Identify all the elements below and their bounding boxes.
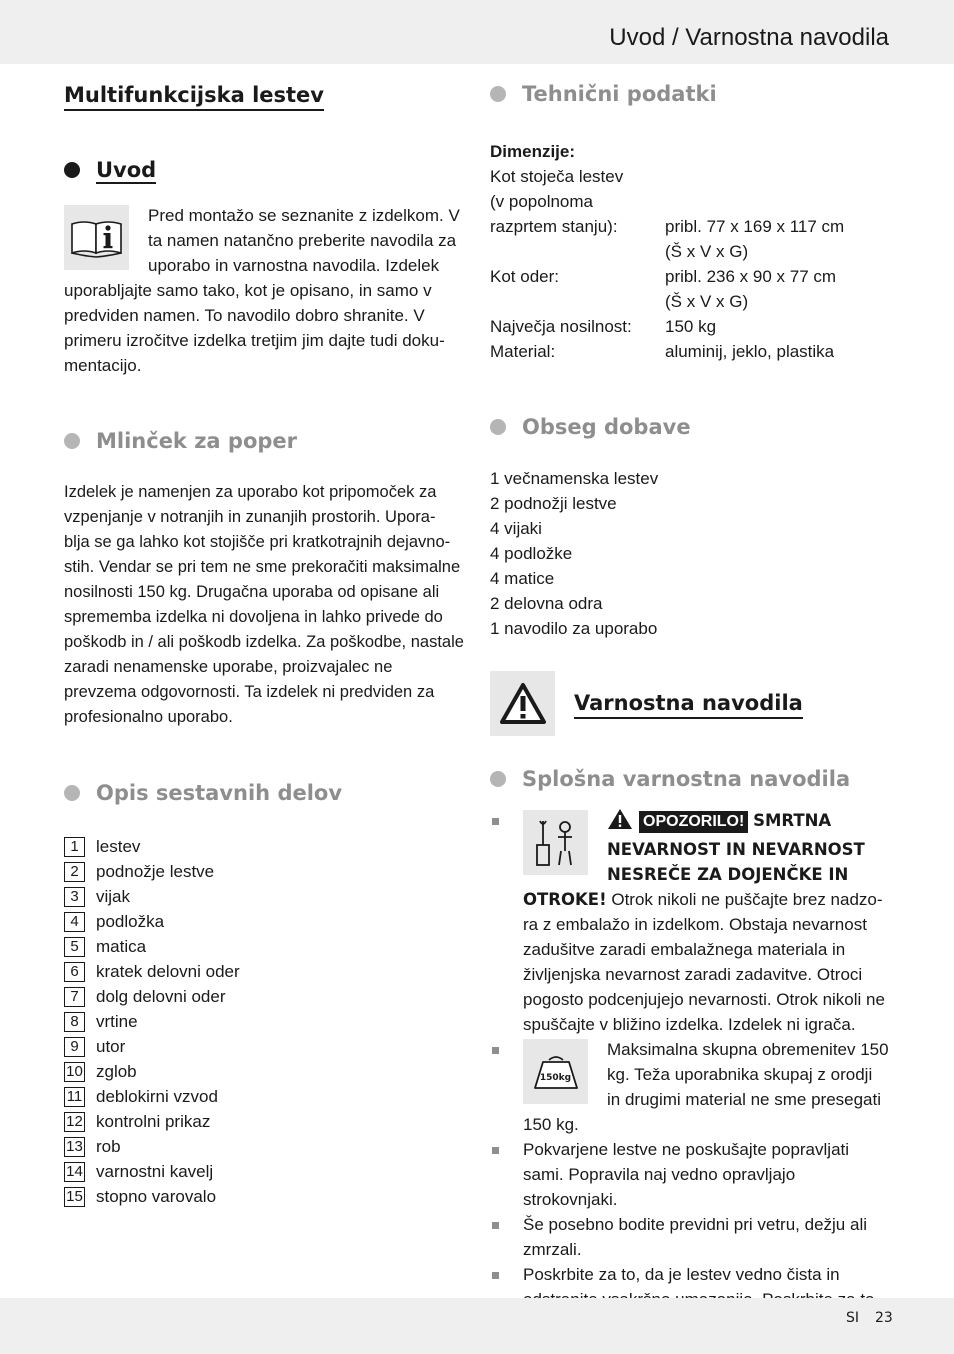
weight-text: Maksimalna skupna obremenitev 150 kg. Teža uporabnika skupaj z orodji in drugimi material ne sme presegati 150 kg.: [523, 1040, 889, 1134]
square-bullet-icon: [492, 818, 499, 825]
tech-key: Kot stoječa lestev: [490, 167, 624, 186]
part-row: [64, 1159, 464, 1184]
heading-text: Mlinček za poper: [96, 429, 298, 453]
part-row: [64, 909, 464, 934]
part-label: utor: [96, 1036, 126, 1056]
part-label: podnožje lestve: [96, 861, 215, 881]
tech-row: [490, 264, 890, 289]
bullet-dot-icon: [490, 86, 506, 102]
intro-block: [64, 203, 464, 378]
supply-list: [490, 466, 890, 641]
tech-key: Kot oder:: [490, 267, 559, 286]
weight-150kg-icon: [523, 1039, 588, 1104]
tech-table: [490, 164, 890, 364]
heading-text: Splošna varnostna navodila: [522, 767, 851, 791]
safety-item-weight: [490, 1037, 890, 1137]
section-heading-parts: [64, 778, 464, 808]
part-row: [64, 1034, 464, 1059]
square-bullet-icon: [492, 1147, 499, 1154]
safety-heading-block: [490, 671, 890, 736]
warning-badge: OPOZORILO!: [639, 811, 748, 833]
tech-row: [490, 314, 890, 339]
tech-row: [490, 189, 890, 214]
square-bullet-icon: [492, 1047, 499, 1054]
part-label: vrtine: [96, 1011, 138, 1031]
part-number: 3: [64, 887, 85, 907]
tech-row: [490, 289, 890, 314]
section-heading-tech: [490, 79, 890, 109]
section-heading-uvod: [64, 155, 464, 185]
tech-value: 150 kg: [665, 317, 717, 336]
heading-text: Opis sestavnih delov: [96, 781, 343, 805]
part-row: [64, 859, 464, 884]
part-label: kratek delovni oder: [96, 961, 240, 981]
part-label: kontrolni prikaz: [96, 1111, 211, 1131]
part-row: [64, 1084, 464, 1109]
part-row: [64, 1059, 464, 1084]
section-heading-purpose: [64, 426, 464, 456]
intro-text: Pred montažo se seznanite z izdelkom. V ta namen natančno preberite navodila za uporabo in varnostna navodila. Izdelek uporabljajte samo tako, kot je opisano, in samo v predviden namen. To navodilo dobro shranite. V primeru izročitve izdelka tretjim jim dajte tudi doku- mentacijo.: [64, 206, 460, 375]
tech-key: Največja nosilnost:: [490, 317, 632, 336]
part-number: 1: [64, 837, 85, 857]
bullet-dot-icon: [490, 419, 506, 435]
part-number: 11: [64, 1087, 85, 1107]
warning-triangle-icon: [490, 671, 555, 736]
warning-triangle-icon: [607, 808, 633, 837]
part-row: [64, 834, 464, 859]
supply-item: 2 podnožji lestve: [490, 494, 617, 513]
tech-key: [490, 289, 665, 314]
part-number: 15: [64, 1187, 85, 1207]
part-label: matica: [96, 936, 147, 956]
part-number: 13: [64, 1137, 85, 1157]
part-row: [64, 984, 464, 1009]
section-heading-supply: [490, 412, 890, 442]
safety-item-text: Poskrbite za to, da je lestev vedno čista in: [523, 1265, 840, 1284]
warning-title: SMRTNA NEVARNOST IN NEVARNOST NESREČE ZA DOJENČKE IN OTROKE!: [523, 811, 865, 909]
safety-item-text: Pokvarjene lestve ne poskušajte popravljati sami. Popravila naj vedno opravljajo strokovnjaki.: [523, 1140, 850, 1209]
heading-text: Uvod: [96, 158, 157, 182]
right-column: [490, 78, 890, 1312]
bullet-dot-icon: [64, 162, 80, 178]
part-row: [64, 1184, 464, 1209]
safety-item-text: Še posebno bodite previdni pri vetru, dežju ali zmrzali.: [523, 1215, 867, 1259]
footer-bar: [0, 1298, 954, 1354]
document-title: Multifunkcijska lestev: [64, 82, 324, 111]
part-number: 7: [64, 987, 85, 1007]
section-heading-general-safety: [490, 764, 890, 794]
part-label: varnostni kavelj: [96, 1161, 214, 1181]
tech-dimensions-label: Dimenzije:: [490, 142, 576, 161]
tech-row: [490, 164, 890, 189]
part-number: 2: [64, 862, 85, 882]
supply-item: 2 delovna odra: [490, 594, 603, 613]
tech-row: [490, 339, 890, 364]
parts-list: [64, 834, 464, 1209]
heading-text: Obseg dobave: [522, 415, 691, 439]
warning-text: Otrok nikoli ne puščajte brez nadzo- ra z embalažo in izdelkom. Obstaja nevarnost zadušitve zaradi embalažnega materiala in življenjska nevarnost zaradi zadavitve. Otroci pogosto podcenjujejo nevarnosti. Otrok nikoli ne spuščajte v bližino izdelka. Izdelek ni igrača.: [523, 890, 885, 1034]
info-manual-icon: [64, 205, 129, 270]
tech-row: [490, 214, 890, 239]
tech-value: (Š x V x G): [665, 242, 749, 261]
safety-item-repair: [490, 1137, 890, 1212]
tech-value: (Š x V x G): [665, 292, 749, 311]
square-bullet-icon: [492, 1222, 499, 1229]
tech-key: razprtem stanju):: [490, 217, 618, 236]
tech-value: pribl. 236 x 90 x 77 cm: [665, 267, 837, 286]
supply-item: 1 večnamenska lestev: [490, 469, 659, 488]
part-number: 10: [64, 1062, 85, 1082]
tech-row: [490, 239, 890, 264]
tech-value: aluminij, jeklo, plastika: [665, 342, 835, 361]
tech-value: [665, 189, 890, 214]
supply-item: 4 podložke: [490, 544, 573, 563]
page-number: 23: [875, 1310, 893, 1326]
part-label: zglob: [96, 1061, 137, 1081]
tech-key: Material:: [490, 342, 556, 361]
part-row: [64, 959, 464, 984]
tech-key: [490, 239, 665, 264]
part-label: dolg delovni oder: [96, 986, 226, 1006]
square-bullet-icon: [492, 1272, 499, 1279]
left-column: [64, 78, 464, 1209]
footer-language: SI: [846, 1310, 860, 1326]
part-row: [64, 884, 464, 909]
purpose-text: Izdelek je namenjen za uporabo kot pripomoček za vzpenjanje v notranjih in zunanjih prostorih. Upora- blja se ga lahko kot stojišče pri kratkotrajnih dejavno- stih. Vendar se pri tem ne sme prekoračiti maksimalne nosilnosti 150 kg. Drugačna uporaba od opisane ali sprememba izdelka ni dovoljena in lahko privede do poškodb in / ali poškodb izdelka. Za poškodbe, nastale zaradi nenamenske uporabe, proizvajalec ne prevzema odgovornosti. Ta izdelek ni predviden za profesionalno uporabo.: [64, 483, 464, 726]
part-label: lestev: [96, 836, 141, 856]
part-number: 5: [64, 937, 85, 957]
part-row: [64, 1134, 464, 1159]
child-warning-pictogram-icon: [523, 810, 588, 875]
part-label: stopno varovalo: [96, 1186, 217, 1206]
supply-item: 1 navodilo za uporabo: [490, 619, 658, 638]
tech-value: pribl. 77 x 169 x 117 cm: [665, 217, 845, 236]
part-number: 4: [64, 912, 85, 932]
part-number: 9: [64, 1037, 85, 1057]
part-label: podložka: [96, 911, 165, 931]
part-label: deblokirni vzvod: [96, 1086, 218, 1106]
part-row: [64, 934, 464, 959]
heading-text: Tehnični podatki: [522, 82, 717, 106]
supply-item: 4 vijaki: [490, 519, 542, 538]
weight-icon-label: 150kg: [539, 1073, 572, 1083]
part-number: 14: [64, 1162, 85, 1182]
part-number: 6: [64, 962, 85, 982]
part-row: [64, 1109, 464, 1134]
part-label: vijak: [96, 886, 131, 906]
bullet-dot-icon: [490, 771, 506, 787]
tech-key: (v popolnoma: [490, 192, 594, 211]
supply-item: 4 matice: [490, 569, 555, 588]
safety-heading: Varnostna navodila: [574, 689, 803, 719]
part-label: rob: [96, 1136, 121, 1156]
safety-item-weather: [490, 1212, 890, 1262]
part-number: 8: [64, 1012, 85, 1032]
tech-value: [665, 164, 890, 189]
bullet-dot-icon: [64, 433, 80, 449]
bullet-dot-icon: [64, 785, 80, 801]
page-header-title: Uvod / Varnostna navodila: [609, 24, 889, 51]
part-number: 12: [64, 1112, 85, 1132]
safety-item-children: [490, 808, 890, 1037]
part-row: [64, 1009, 464, 1034]
